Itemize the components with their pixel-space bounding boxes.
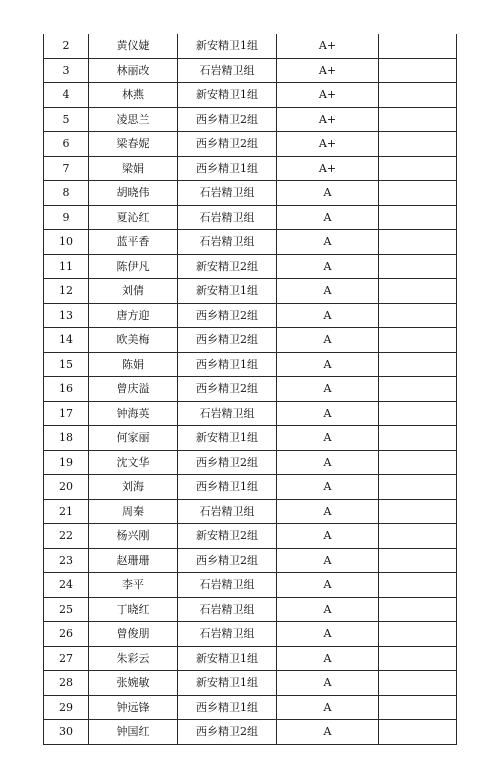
note-cell [379,524,457,549]
note-cell [379,720,457,745]
row-number-cell: 8 [44,181,89,206]
grade-cell: A [277,426,379,451]
row-number-cell: 19 [44,450,89,475]
grade-cell: A+ [277,34,379,58]
row-number-cell: 15 [44,352,89,377]
table-row [44,107,457,132]
grade-cell: A+ [277,132,379,157]
table-row [44,377,457,402]
team-cell: 西乡精卫2组 [178,548,277,573]
row-number-cell: 3 [44,58,89,83]
team-cell: 石岩精卫组 [178,205,277,230]
table-row [44,646,457,671]
team-cell: 新安精卫1组 [178,646,277,671]
name-cell: 梁娟 [89,156,178,181]
note-cell [379,254,457,279]
row-number-cell: 10 [44,230,89,255]
grade-cell: A [277,646,379,671]
name-cell: 刘倩 [89,279,178,304]
note-cell [379,426,457,451]
row-number-cell: 11 [44,254,89,279]
table-row [44,671,457,696]
team-cell: 新安精卫1组 [178,426,277,451]
row-number-cell: 24 [44,573,89,598]
table-row [44,548,457,573]
name-cell: 夏沁红 [89,205,178,230]
name-cell: 何家丽 [89,426,178,451]
row-number-cell: 23 [44,548,89,573]
team-cell: 西乡精卫2组 [178,303,277,328]
note-cell [379,450,457,475]
table-row [44,254,457,279]
note-cell [379,328,457,353]
name-cell: 陈伊凡 [89,254,178,279]
team-cell: 石岩精卫组 [178,181,277,206]
name-cell: 钟海英 [89,401,178,426]
name-cell: 曾俊朋 [89,622,178,647]
team-cell: 石岩精卫组 [178,499,277,524]
row-number-cell: 5 [44,107,89,132]
table-row [44,132,457,157]
grade-cell: A [277,450,379,475]
row-number-cell: 7 [44,156,89,181]
name-cell: 刘海 [89,475,178,500]
name-cell: 唐方迎 [89,303,178,328]
team-cell: 西乡精卫2组 [178,720,277,745]
table-row [44,34,457,58]
grade-cell: A [277,695,379,720]
name-cell: 杨兴刚 [89,524,178,549]
row-number-cell: 14 [44,328,89,353]
name-cell: 丁晓红 [89,597,178,622]
note-cell [379,573,457,598]
note-cell [379,58,457,83]
table-row [44,720,457,745]
table-row [44,58,457,83]
row-number-cell: 21 [44,499,89,524]
table-row [44,695,457,720]
grade-cell: A [277,401,379,426]
grade-table [43,34,457,745]
row-number-cell: 16 [44,377,89,402]
name-cell: 陈娟 [89,352,178,377]
note-cell [379,622,457,647]
row-number-cell: 20 [44,475,89,500]
team-cell: 石岩精卫组 [178,597,277,622]
table-row [44,230,457,255]
row-number-cell: 12 [44,279,89,304]
table-row [44,426,457,451]
name-cell: 林丽改 [89,58,178,83]
grade-cell: A [277,671,379,696]
grade-cell: A [277,352,379,377]
team-cell: 西乡精卫2组 [178,450,277,475]
note-cell [379,499,457,524]
grade-cell: A [277,524,379,549]
note-cell [379,695,457,720]
row-number-cell: 13 [44,303,89,328]
grade-cell: A+ [277,58,379,83]
row-number-cell: 28 [44,671,89,696]
note-cell [379,671,457,696]
grade-cell: A [277,230,379,255]
name-cell: 胡晓伟 [89,181,178,206]
name-cell: 朱彩云 [89,646,178,671]
table-row [44,450,457,475]
grade-cell: A [277,377,379,402]
table-row [44,83,457,108]
grade-cell: A [277,622,379,647]
name-cell: 林燕 [89,83,178,108]
note-cell [379,401,457,426]
note-cell [379,377,457,402]
team-cell: 西乡精卫2组 [178,377,277,402]
row-number-cell: 2 [44,34,89,58]
row-number-cell: 18 [44,426,89,451]
note-cell [379,205,457,230]
team-cell: 西乡精卫1组 [178,475,277,500]
note-cell [379,352,457,377]
grade-cell: A [277,303,379,328]
row-number-cell: 9 [44,205,89,230]
table-row [44,156,457,181]
row-number-cell: 26 [44,622,89,647]
table-row [44,328,457,353]
name-cell: 黄仪婕 [89,34,178,58]
name-cell: 钟远锋 [89,695,178,720]
row-number-cell: 29 [44,695,89,720]
team-cell: 西乡精卫2组 [178,132,277,157]
table-row [44,475,457,500]
team-cell: 新安精卫1组 [178,279,277,304]
row-number-cell: 25 [44,597,89,622]
grade-cell: A [277,328,379,353]
team-cell: 新安精卫1组 [178,34,277,58]
note-cell [379,132,457,157]
grade-cell: A [277,597,379,622]
grade-cell: A+ [277,156,379,181]
table-row [44,205,457,230]
note-cell [379,279,457,304]
team-cell: 西乡精卫1组 [178,156,277,181]
name-cell: 凌思兰 [89,107,178,132]
name-cell: 欧美梅 [89,328,178,353]
name-cell: 李平 [89,573,178,598]
table-row [44,597,457,622]
name-cell: 蓝平香 [89,230,178,255]
team-cell: 石岩精卫组 [178,622,277,647]
note-cell [379,475,457,500]
row-number-cell: 30 [44,720,89,745]
name-cell: 钟国红 [89,720,178,745]
table-row [44,499,457,524]
table-row [44,181,457,206]
grade-cell: A+ [277,107,379,132]
note-cell [379,230,457,255]
table-row [44,622,457,647]
team-cell: 新安精卫1组 [178,83,277,108]
grade-cell: A [277,499,379,524]
grade-cell: A [277,254,379,279]
name-cell: 沈文华 [89,450,178,475]
row-number-cell: 22 [44,524,89,549]
team-cell: 西乡精卫1组 [178,352,277,377]
team-cell: 新安精卫2组 [178,524,277,549]
row-number-cell: 6 [44,132,89,157]
note-cell [379,646,457,671]
team-cell: 西乡精卫1组 [178,695,277,720]
team-cell: 石岩精卫组 [178,58,277,83]
team-cell: 新安精卫2组 [178,254,277,279]
table-row [44,401,457,426]
name-cell: 赵珊珊 [89,548,178,573]
name-cell: 曾庆溢 [89,377,178,402]
note-cell [379,303,457,328]
note-cell [379,548,457,573]
row-number-cell: 4 [44,83,89,108]
note-cell [379,156,457,181]
table-row [44,524,457,549]
name-cell: 周秦 [89,499,178,524]
team-cell: 西乡精卫2组 [178,328,277,353]
note-cell [379,181,457,206]
team-cell: 新安精卫1组 [178,671,277,696]
table-row [44,352,457,377]
name-cell: 梁春妮 [89,132,178,157]
grade-cell: A+ [277,83,379,108]
grade-cell: A [277,181,379,206]
name-cell: 张婉敏 [89,671,178,696]
grade-cell: A [277,475,379,500]
note-cell [379,107,457,132]
row-number-cell: 27 [44,646,89,671]
grade-cell: A [277,279,379,304]
table-row [44,573,457,598]
note-cell [379,34,457,58]
grade-cell: A [277,720,379,745]
table-row [44,303,457,328]
team-cell: 石岩精卫组 [178,230,277,255]
team-cell: 石岩精卫组 [178,573,277,598]
note-cell [379,597,457,622]
row-number-cell: 17 [44,401,89,426]
grade-cell: A [277,573,379,598]
team-cell: 西乡精卫2组 [178,107,277,132]
grade-cell: A [277,548,379,573]
note-cell [379,83,457,108]
grade-cell: A [277,205,379,230]
table-row [44,279,457,304]
table-body [44,34,457,744]
team-cell: 石岩精卫组 [178,401,277,426]
